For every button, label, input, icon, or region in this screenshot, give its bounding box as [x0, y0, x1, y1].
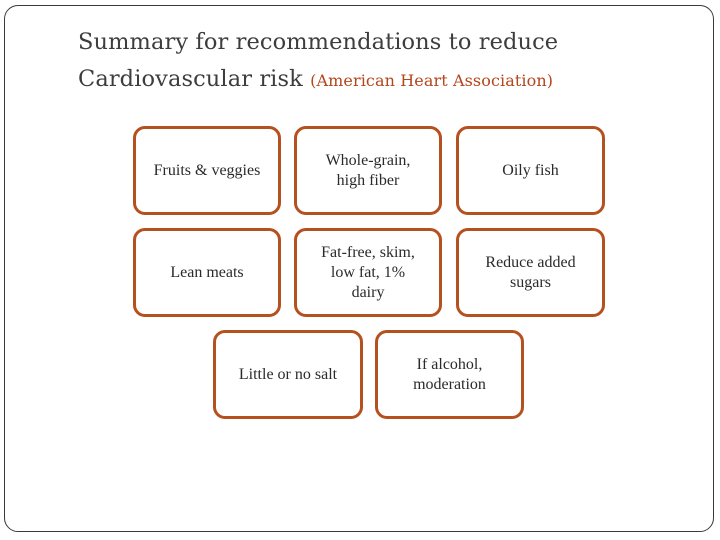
recommendation-whole-grain [294, 126, 442, 215]
title-line-1: Summary for recommendations to reduce [78, 29, 559, 55]
recommendation-reduce-sugars [456, 228, 605, 317]
title-subtitle: (American Heart Association) [310, 71, 554, 90]
recommendation-label: Oily fish [502, 161, 559, 179]
recommendation-label: Reduce added sugars [485, 253, 576, 291]
recommendation-label: If alcohol, moderation [413, 355, 486, 393]
recommendation-oily-fish [456, 126, 605, 215]
recommendation-label: Fat-free, skim, low fat, 1% dairy [321, 243, 415, 301]
recommendation-lean-meats [133, 228, 281, 317]
recommendation-label: Whole-grain, high fiber [325, 151, 411, 189]
recommendation-alcohol [375, 330, 524, 419]
recommendation-dairy [294, 228, 442, 317]
recommendation-label: Little or no salt [238, 365, 338, 383]
title-line-2: Cardiovascular risk [78, 66, 303, 92]
recommendation-label: Fruits & veggies [153, 161, 261, 179]
slide-title [78, 24, 698, 99]
recommendation-label: Lean meats [170, 263, 244, 281]
recommendation-fruits-veggies [133, 126, 281, 215]
recommendation-salt [213, 330, 363, 419]
